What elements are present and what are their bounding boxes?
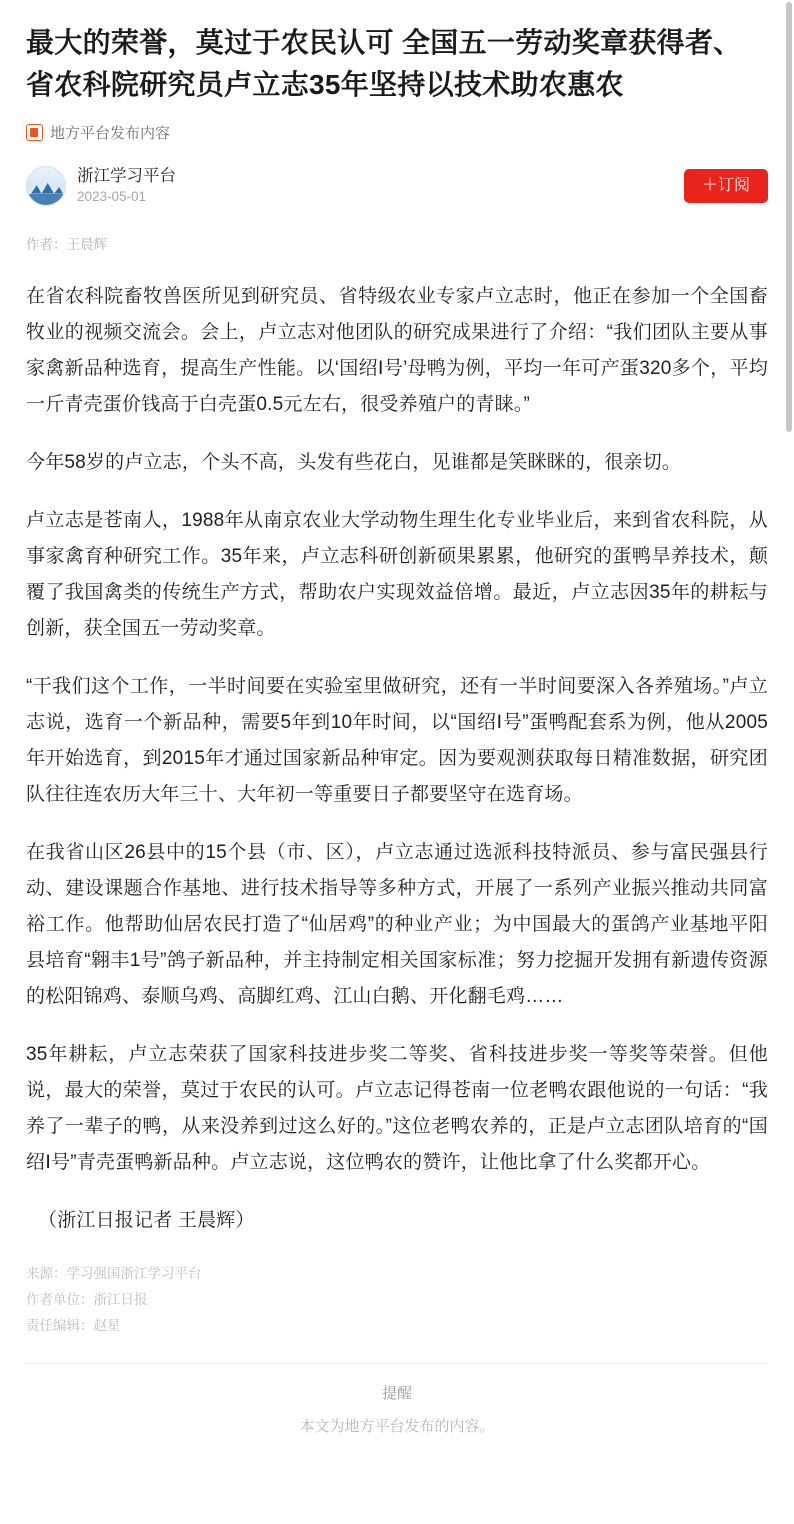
article-signature: （浙江日报记者 王晨辉） — [38, 1210, 255, 1231]
notice-block — [0, 1364, 794, 1462]
article-body — [26, 279, 768, 1239]
author-line: 作者：王晨辉 — [26, 237, 107, 252]
publish-date: 2023-05-01 — [77, 189, 147, 204]
meta-author-unit: 作者单位：浙江日报 — [26, 1292, 148, 1307]
paragraph: 在省农科院畜牧兽医所见到研究员、省特级农业专家卢立志时，他正在参加一个全国畜牧业的视频交流会。会上，卢立志对他团队的研究成果进行了介绍：“我们团队主要从事家禽新品种选育，提高生产性能。以‘国绍Ⅰ号’母鸭为例，平均一年可产蛋320多个，平均一斤青壳蛋价钱高于白壳蛋0.5元左右，很受养殖户的青睐。” — [26, 286, 768, 415]
local-platform-icon — [26, 124, 43, 141]
paragraph: 今年58岁的卢立志，个头不高，头发有些花白，见谁都是笑眯眯的，很亲切。 — [26, 452, 682, 473]
paragraph: 35年耕耘，卢立志荣获了国家科技进步奖二等奖、省科技进步奖一等奖等荣誉。但他说，最大的荣誉，莫过于农民的认可。卢立志记得苍南一位老鸭农跟他说的一句话：“我养了一辈子的鸭，从来没养到过这么好的。”这位老鸭农养的，正是卢立志团队培育的“国绍Ⅰ号”青壳蛋鸭新品种。卢立志说，这位鸭农的赞许，让他比拿了什么奖都开心。 — [26, 1044, 768, 1173]
avatar-water — [27, 194, 65, 205]
vertical-scrollbar[interactable] — [786, 2, 792, 432]
paragraph: 卢立志是苍南人，1988年从南京农业大学动物生理生化专业毕业后，来到省农科院，从事家禽育种研究工作。35年来，卢立志科研创新硕果累累，他研究的蛋鸭旱养技术，颠覆了我国禽类的传统生产方式，帮助农户实现效益倍增。最近，卢立志因35年的耕耘与创新，获全国五一劳动奖章。 — [26, 510, 768, 639]
platform-tag — [26, 122, 768, 143]
subscribe-button[interactable]: ＋订阅 — [684, 169, 768, 203]
source-row — [26, 165, 768, 207]
meta-editor: 责任编辑：赵星 — [26, 1318, 121, 1333]
paragraph: “干我们这个工作，一半时间要在实验室里做研究，还有一半时间要深入各养殖场。”卢立志说，选育一个新品种，需要5年到10年时间，以“国绍Ⅰ号”蛋鸭配套系为例，他从2005年开始选育，到2015年才通过国家新品种审定。因为要观测获取每日精准数据，研究团队往往连农历大年三十、大年初一等重要日子都要坚守在选育场。 — [26, 676, 768, 805]
avatar[interactable] — [26, 166, 66, 206]
notice-title: 提醒 — [381, 1385, 412, 1402]
paragraph: 在我省山区26县中的15个县（市、区），卢立志通过选派科技特派员、参与富民强县行动、建设课题合作基地、进行技术指导等多种方式，开展了一系列产业振兴推动共同富裕工作。他帮助仙居农民打造了“仙居鸡”的种业产业；为中国最大的蛋鸽产业基地平阳县培育“翱丰1号”鸽子新品种，并主持制定相关国家标准；努力挖掘开发拥有新遗传资源的松阳锦鸡、泰顺乌鸡、高脚红鸡、江山白鹅、开化翻毛鸡…… — [26, 842, 768, 1007]
source-name[interactable]: 浙江学习平台 — [77, 167, 176, 185]
meta-source: 来源：学习强国浙江学习平台 — [26, 1266, 202, 1281]
platform-tag-label: 地方平台发布内容 — [50, 125, 171, 142]
article-meta — [26, 1261, 768, 1339]
page-title: 最大的荣誉，莫过于农民认可 全国五一劳动奖章获得者、省农科院研究员卢立志35年坚持以技术助农惠农 — [26, 27, 742, 100]
avatar-sky — [27, 167, 65, 187]
notice-body: 本文为地方平台发布的内容。 — [299, 1418, 495, 1435]
source-meta — [77, 165, 176, 207]
